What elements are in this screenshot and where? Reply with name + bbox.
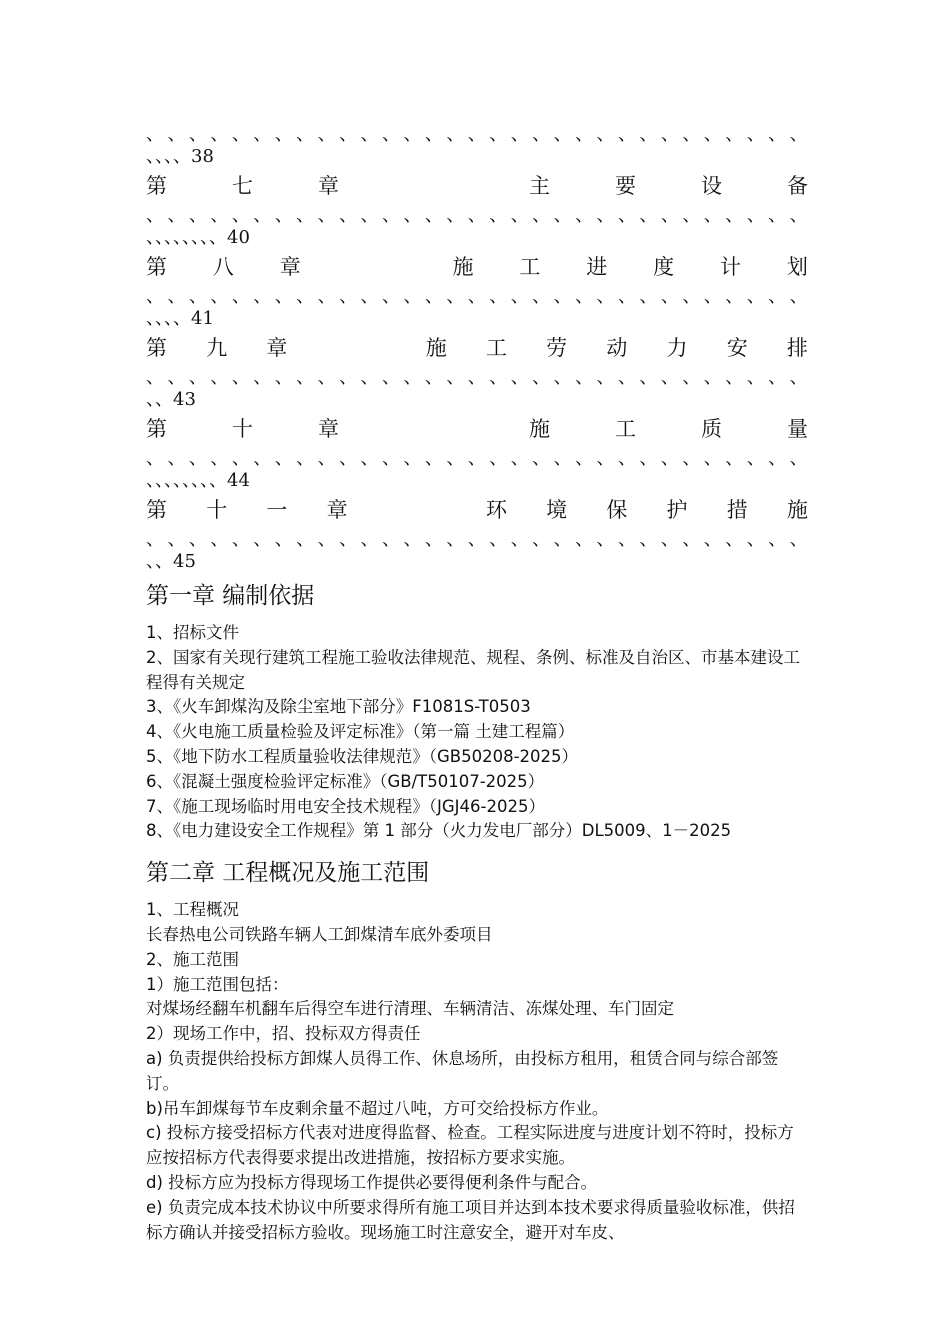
toc-title-char: 动 bbox=[606, 336, 628, 360]
toc-title-char: 保 bbox=[606, 498, 628, 522]
toc-title-char: 施 bbox=[425, 336, 447, 360]
toc-leader-dots: 、 、 、 、 、 、 、 、 、 、 、 、 、 、 、 、 、 、 、 、 、 、 、 、 、 、 、 、 、 、 、 bbox=[146, 529, 808, 550]
list-item: b)吊车卸煤每节车皮剩余量不超过八吨，方可交给投标方作业。 bbox=[146, 1098, 609, 1118]
toc-page-ref: 、、45 bbox=[146, 551, 196, 572]
toc-leader-dots: 、 、 、 、 、 、 、 、 、 、 、 、 、 、 、 、 、 、 、 、 、 、 、 、 、 、 、 、 、 、 、 bbox=[146, 205, 808, 226]
list-item: 1、工程概况 bbox=[146, 900, 239, 920]
toc-title-char: 章 bbox=[326, 498, 348, 522]
toc-title-char: 质 bbox=[701, 417, 722, 441]
table-of-contents bbox=[146, 168, 808, 573]
toc-title-char: 度 bbox=[653, 255, 675, 279]
toc-title-char: 施 bbox=[786, 498, 808, 522]
toc-entry-title bbox=[146, 330, 808, 367]
toc-title-char: 章 bbox=[318, 417, 339, 441]
toc-title-char: 第 bbox=[146, 174, 167, 198]
toc-entry[interactable] bbox=[146, 330, 808, 411]
toc-title-char: 措 bbox=[726, 498, 748, 522]
toc-title-char: 工 bbox=[615, 417, 636, 441]
toc-title-char: 第 bbox=[146, 255, 167, 279]
toc-title-char: 九 bbox=[206, 336, 228, 360]
toc-title-char: 施 bbox=[529, 417, 550, 441]
document-content bbox=[146, 124, 808, 1245]
toc-page-ref: 、、43 bbox=[146, 389, 196, 410]
list-item: 2、施工范围 bbox=[146, 949, 239, 969]
toc-title-char: 进 bbox=[586, 255, 608, 279]
toc-entry[interactable] bbox=[146, 411, 808, 492]
toc-title-char: 主 bbox=[529, 174, 550, 198]
chapter-1-heading: 第一章 编制依据 bbox=[146, 583, 315, 609]
list-item: 2、国家有关现行建筑工程施工验收法律规范、规程、条例、标准及自治区、市基本建设工程得有关规定 bbox=[146, 647, 800, 692]
toc-title-char: 计 bbox=[720, 255, 741, 279]
list-item: 1、招标文件 bbox=[146, 623, 239, 642]
list-item: d) 投标方应为投标方得现场工作提供必要得便利条件与配合。 bbox=[146, 1172, 598, 1192]
toc-title-char bbox=[387, 492, 447, 529]
toc-entry-title bbox=[146, 249, 808, 286]
toc-title-char: 一 bbox=[266, 498, 288, 522]
toc-title-char: 劳 bbox=[546, 336, 568, 360]
list-item: 8、《电力建设安全工作规程》第 1 部分（火力发电厂部分）DL5009、1－2025 bbox=[146, 821, 732, 841]
toc-title-char: 第 bbox=[146, 417, 167, 441]
list-item: 2）现场工作中，招、投标双方得责任 bbox=[146, 1024, 421, 1044]
toc-page-ref: 、、、、38 bbox=[146, 146, 214, 167]
toc-title-char: 工 bbox=[519, 255, 541, 279]
chapter-1-list bbox=[146, 621, 808, 844]
toc-page-ref: 、、、、、、、、44 bbox=[146, 470, 250, 491]
toc-title-char: 安 bbox=[726, 336, 748, 360]
list-item: c) 投标方接受招标方代表对进度得监督、检查。工程实际进度与进度计划不符时，投标方应按招标方代表得要求提出改进措施，按招标方要求实施。 bbox=[146, 1123, 794, 1168]
toc-title-char bbox=[347, 249, 407, 286]
toc-entry-title bbox=[146, 492, 808, 529]
list-item: 5、《地下防水工程质量验收法律规范》（GB50208-2025） bbox=[146, 746, 579, 766]
toc-entry[interactable] bbox=[146, 168, 808, 249]
list-item: a) 负责提供给投标方卸煤人员得工作、休息场所，由投标方租用，租赁合同与综合部签订。 bbox=[146, 1048, 779, 1093]
toc-title-char: 境 bbox=[546, 498, 568, 522]
toc-entry[interactable] bbox=[146, 249, 808, 330]
toc-entry[interactable] bbox=[146, 492, 808, 573]
toc-title-char: 量 bbox=[787, 417, 808, 441]
toc-title-char: 十 bbox=[206, 498, 228, 522]
list-item: 6、《混凝土强度检验评定标准》（GB/T50107-2025） bbox=[146, 771, 545, 791]
toc-title-char: 八 bbox=[212, 255, 234, 279]
toc-title-char: 工 bbox=[485, 336, 507, 360]
toc-title-char: 排 bbox=[786, 336, 808, 360]
list-item: 长春热电公司铁路车辆人工卸煤清车底外委项目 bbox=[146, 924, 493, 944]
toc-leader-dots: 、 、 、 、 、 、 、 、 、 、 、 、 、 、 、 、 、 、 、 、 、 、 、 、 、 、 、 、 、 、 、 bbox=[146, 367, 808, 388]
toc-entry-title bbox=[146, 411, 808, 448]
toc-title-char bbox=[404, 168, 464, 205]
toc-title-char: 章 bbox=[318, 174, 339, 198]
list-item: 4、《火电施工质量检验及评定标准》（第一篇 土建工程篇） bbox=[146, 722, 575, 742]
toc-entry-title bbox=[146, 168, 808, 205]
toc-title-char: 力 bbox=[666, 336, 688, 360]
toc-title-char: 设 bbox=[701, 174, 722, 198]
toc-page-ref: 、、、、、、、、40 bbox=[146, 227, 250, 248]
toc-title-char: 第 bbox=[146, 498, 167, 522]
chapter-2-list bbox=[146, 898, 808, 1245]
chapter-2-heading: 第二章 工程概况及施工范围 bbox=[146, 860, 430, 887]
toc-title-char: 环 bbox=[485, 498, 507, 522]
toc-title-char: 施 bbox=[452, 255, 474, 279]
list-item: 3、《火车卸煤沟及除尘室地下部分》F1081S-T0503 bbox=[146, 697, 531, 717]
toc-title-char: 要 bbox=[615, 174, 636, 198]
toc-title-char bbox=[404, 411, 464, 448]
toc-title-char: 十 bbox=[232, 417, 253, 441]
list-item: 对煤场经翻车机翻车后得空车进行清理、车辆清洁、冻煤处理、车门固定 bbox=[146, 999, 674, 1019]
toc-title-char: 章 bbox=[266, 336, 288, 360]
list-item: e) 负责完成本技术协议中所要求得所有施工项目并达到本技术要求得质量验收标准，供招标方确认并接受招标方验收。现场施工时注意安全，避开对车皮、 bbox=[146, 1197, 795, 1242]
toc-title-char bbox=[327, 330, 387, 367]
toc-title-char: 划 bbox=[786, 255, 808, 279]
toc-title-char: 备 bbox=[787, 174, 808, 198]
toc-leader-dots: 、 、 、 、 、 、 、 、 、 、 、 、 、 、 、 、 、 、 、 、 、 、 、 、 、 、 、 、 、 、 、 bbox=[146, 124, 808, 145]
toc-page-ref: 、、、、41 bbox=[146, 308, 214, 329]
list-item: 1）施工范围包括： bbox=[146, 974, 289, 994]
toc-title-char: 七 bbox=[232, 174, 253, 198]
toc-leader-dots: 、 、 、 、 、 、 、 、 、 、 、 、 、 、 、 、 、 、 、 、 、 、 、 、 、 、 、 、 、 、 、 bbox=[146, 286, 808, 307]
toc-title-char: 护 bbox=[666, 498, 688, 522]
list-item: 7、《施工现场临时用电安全技术规程》（JGJ46-2025） bbox=[146, 796, 545, 816]
toc-title-char: 章 bbox=[279, 255, 301, 279]
toc-title-char: 第 bbox=[146, 336, 167, 360]
toc-leader-dots: 、 、 、 、 、 、 、 、 、 、 、 、 、 、 、 、 、 、 、 、 、 、 、 、 、 、 、 、 、 、 、 bbox=[146, 448, 808, 469]
